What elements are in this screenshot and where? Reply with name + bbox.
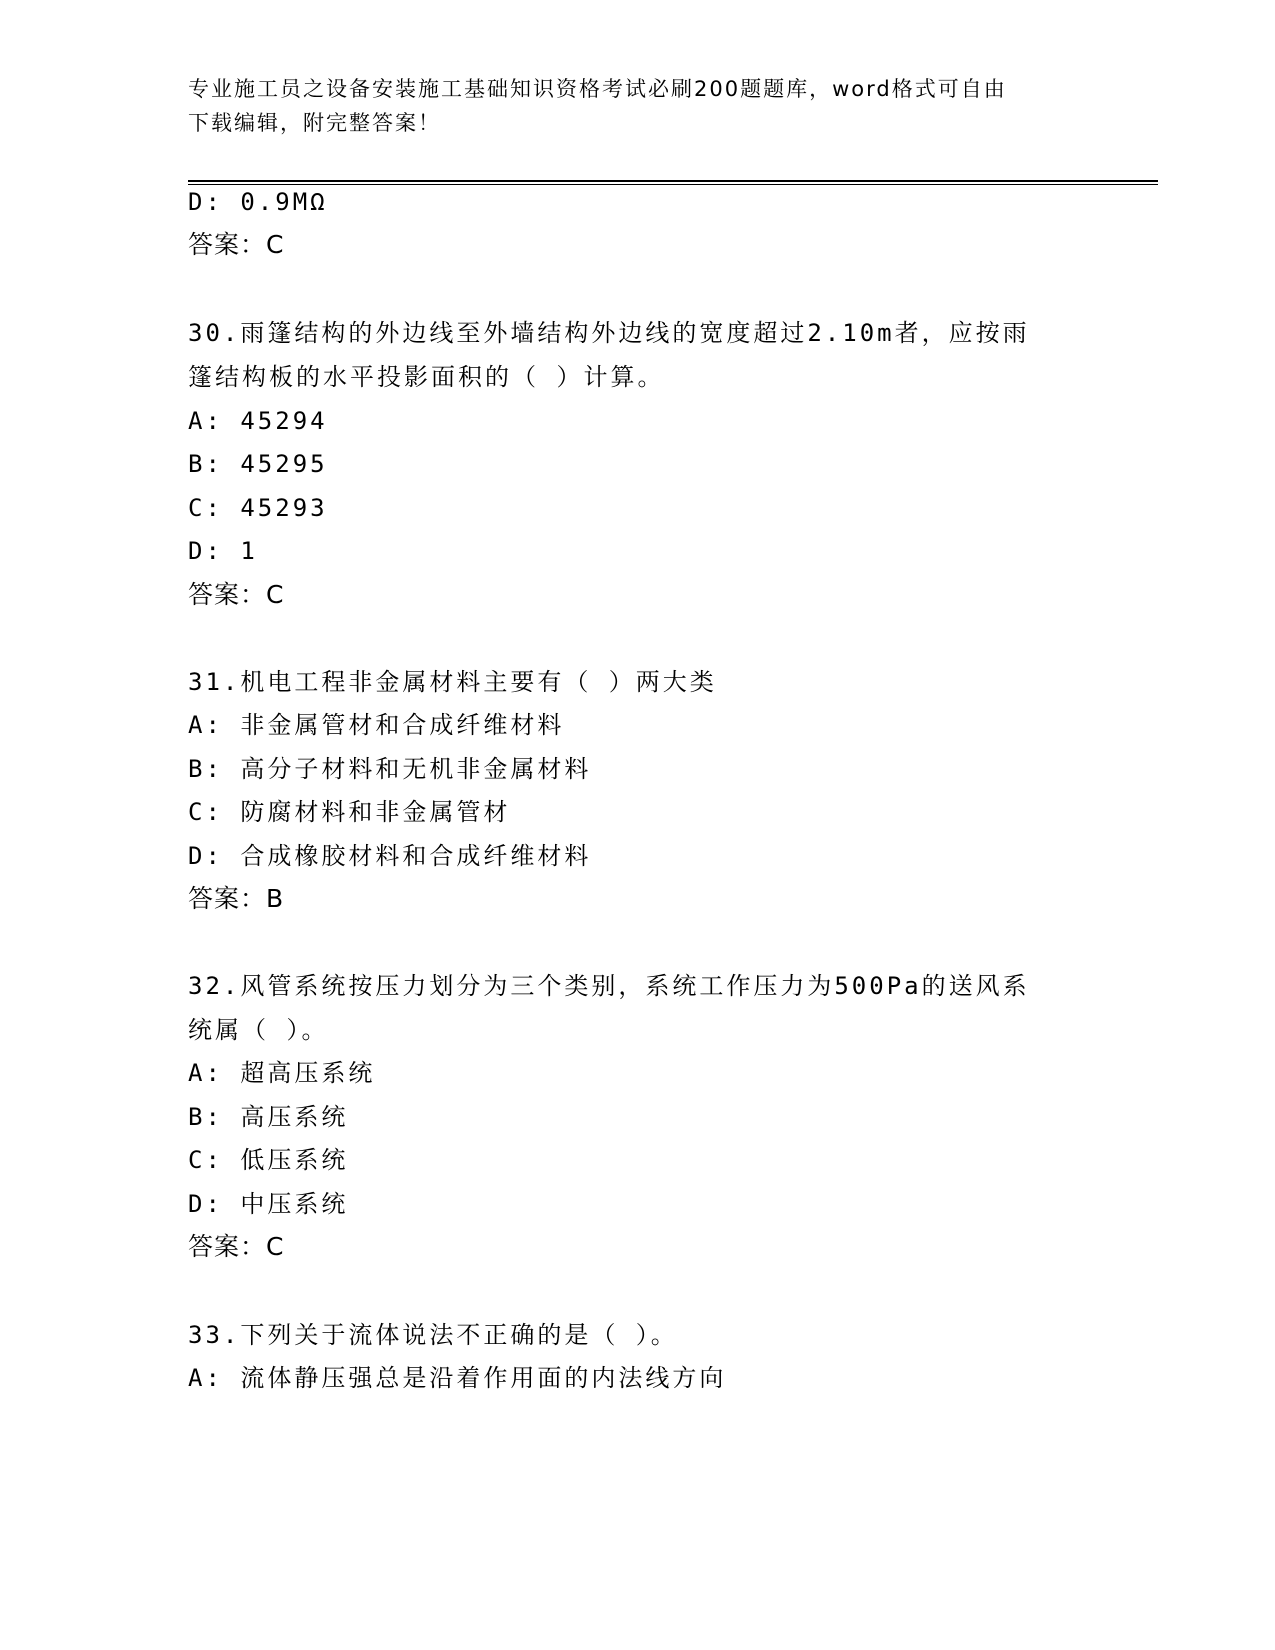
question-30-option-d: D: 1 [188,537,258,565]
question-30-stem-line-2: 篷结构板的水平投影面积的（ ）计算。 [188,363,665,391]
question-30-option-a: A: 45294 [188,407,328,435]
header-title-line-1: 专业施工员之设备安装施工基础知识资格考试必刷200题题库，word格式可自由 [188,77,1007,101]
question-30-option-c: C: 45293 [188,494,328,522]
question-29-answer: 答案：C [188,230,285,259]
question-29-option-d: D: 0.9MΩ [188,188,328,216]
question-30-stem-line-1: 30.雨篷结构的外边线至外墙结构外边线的宽度超过2.10m者，应按雨 [188,319,1030,347]
question-32-option-b: B: 高压系统 [188,1103,349,1131]
question-32-stem-line-2: 统属（ ）。 [188,1016,329,1044]
question-32-option-c: C: 低压系统 [188,1146,349,1174]
question-32-stem-line-1: 32.风管系统按压力划分为三个类别，系统工作压力为500Pa的送风系 [188,972,1030,1000]
header-rule-thick [188,180,1158,182]
question-33-stem-line-1: 33.下列关于流体说法不正确的是（ ）。 [188,1321,678,1349]
question-32-option-d: D: 中压系统 [188,1190,349,1218]
question-31-option-d: D: 合成橡胶材料和合成纤维材料 [188,842,592,870]
question-32-option-a: A: 超高压系统 [188,1059,376,1087]
question-30-answer: 答案：C [188,580,285,609]
question-31-option-b: B: 高分子材料和无机非金属材料 [188,755,592,783]
question-30-option-b: B: 45295 [188,450,328,478]
header-title-line-2: 下载编辑，附完整答案！ [188,111,441,135]
question-32-answer: 答案：C [188,1232,285,1261]
header-rule-thin [188,184,1158,185]
question-31-option-a: A: 非金属管材和合成纤维材料 [188,711,565,739]
question-31-option-c: C: 防腐材料和非金属管材 [188,798,511,826]
question-33-option-a: A: 流体静压强总是沿着作用面的内法线方向 [188,1364,727,1392]
document-header [188,72,1088,140]
question-31-answer: 答案：B [188,884,285,913]
question-31-stem-line-1: 31.机电工程非金属材料主要有（ ）两大类 [188,668,717,696]
